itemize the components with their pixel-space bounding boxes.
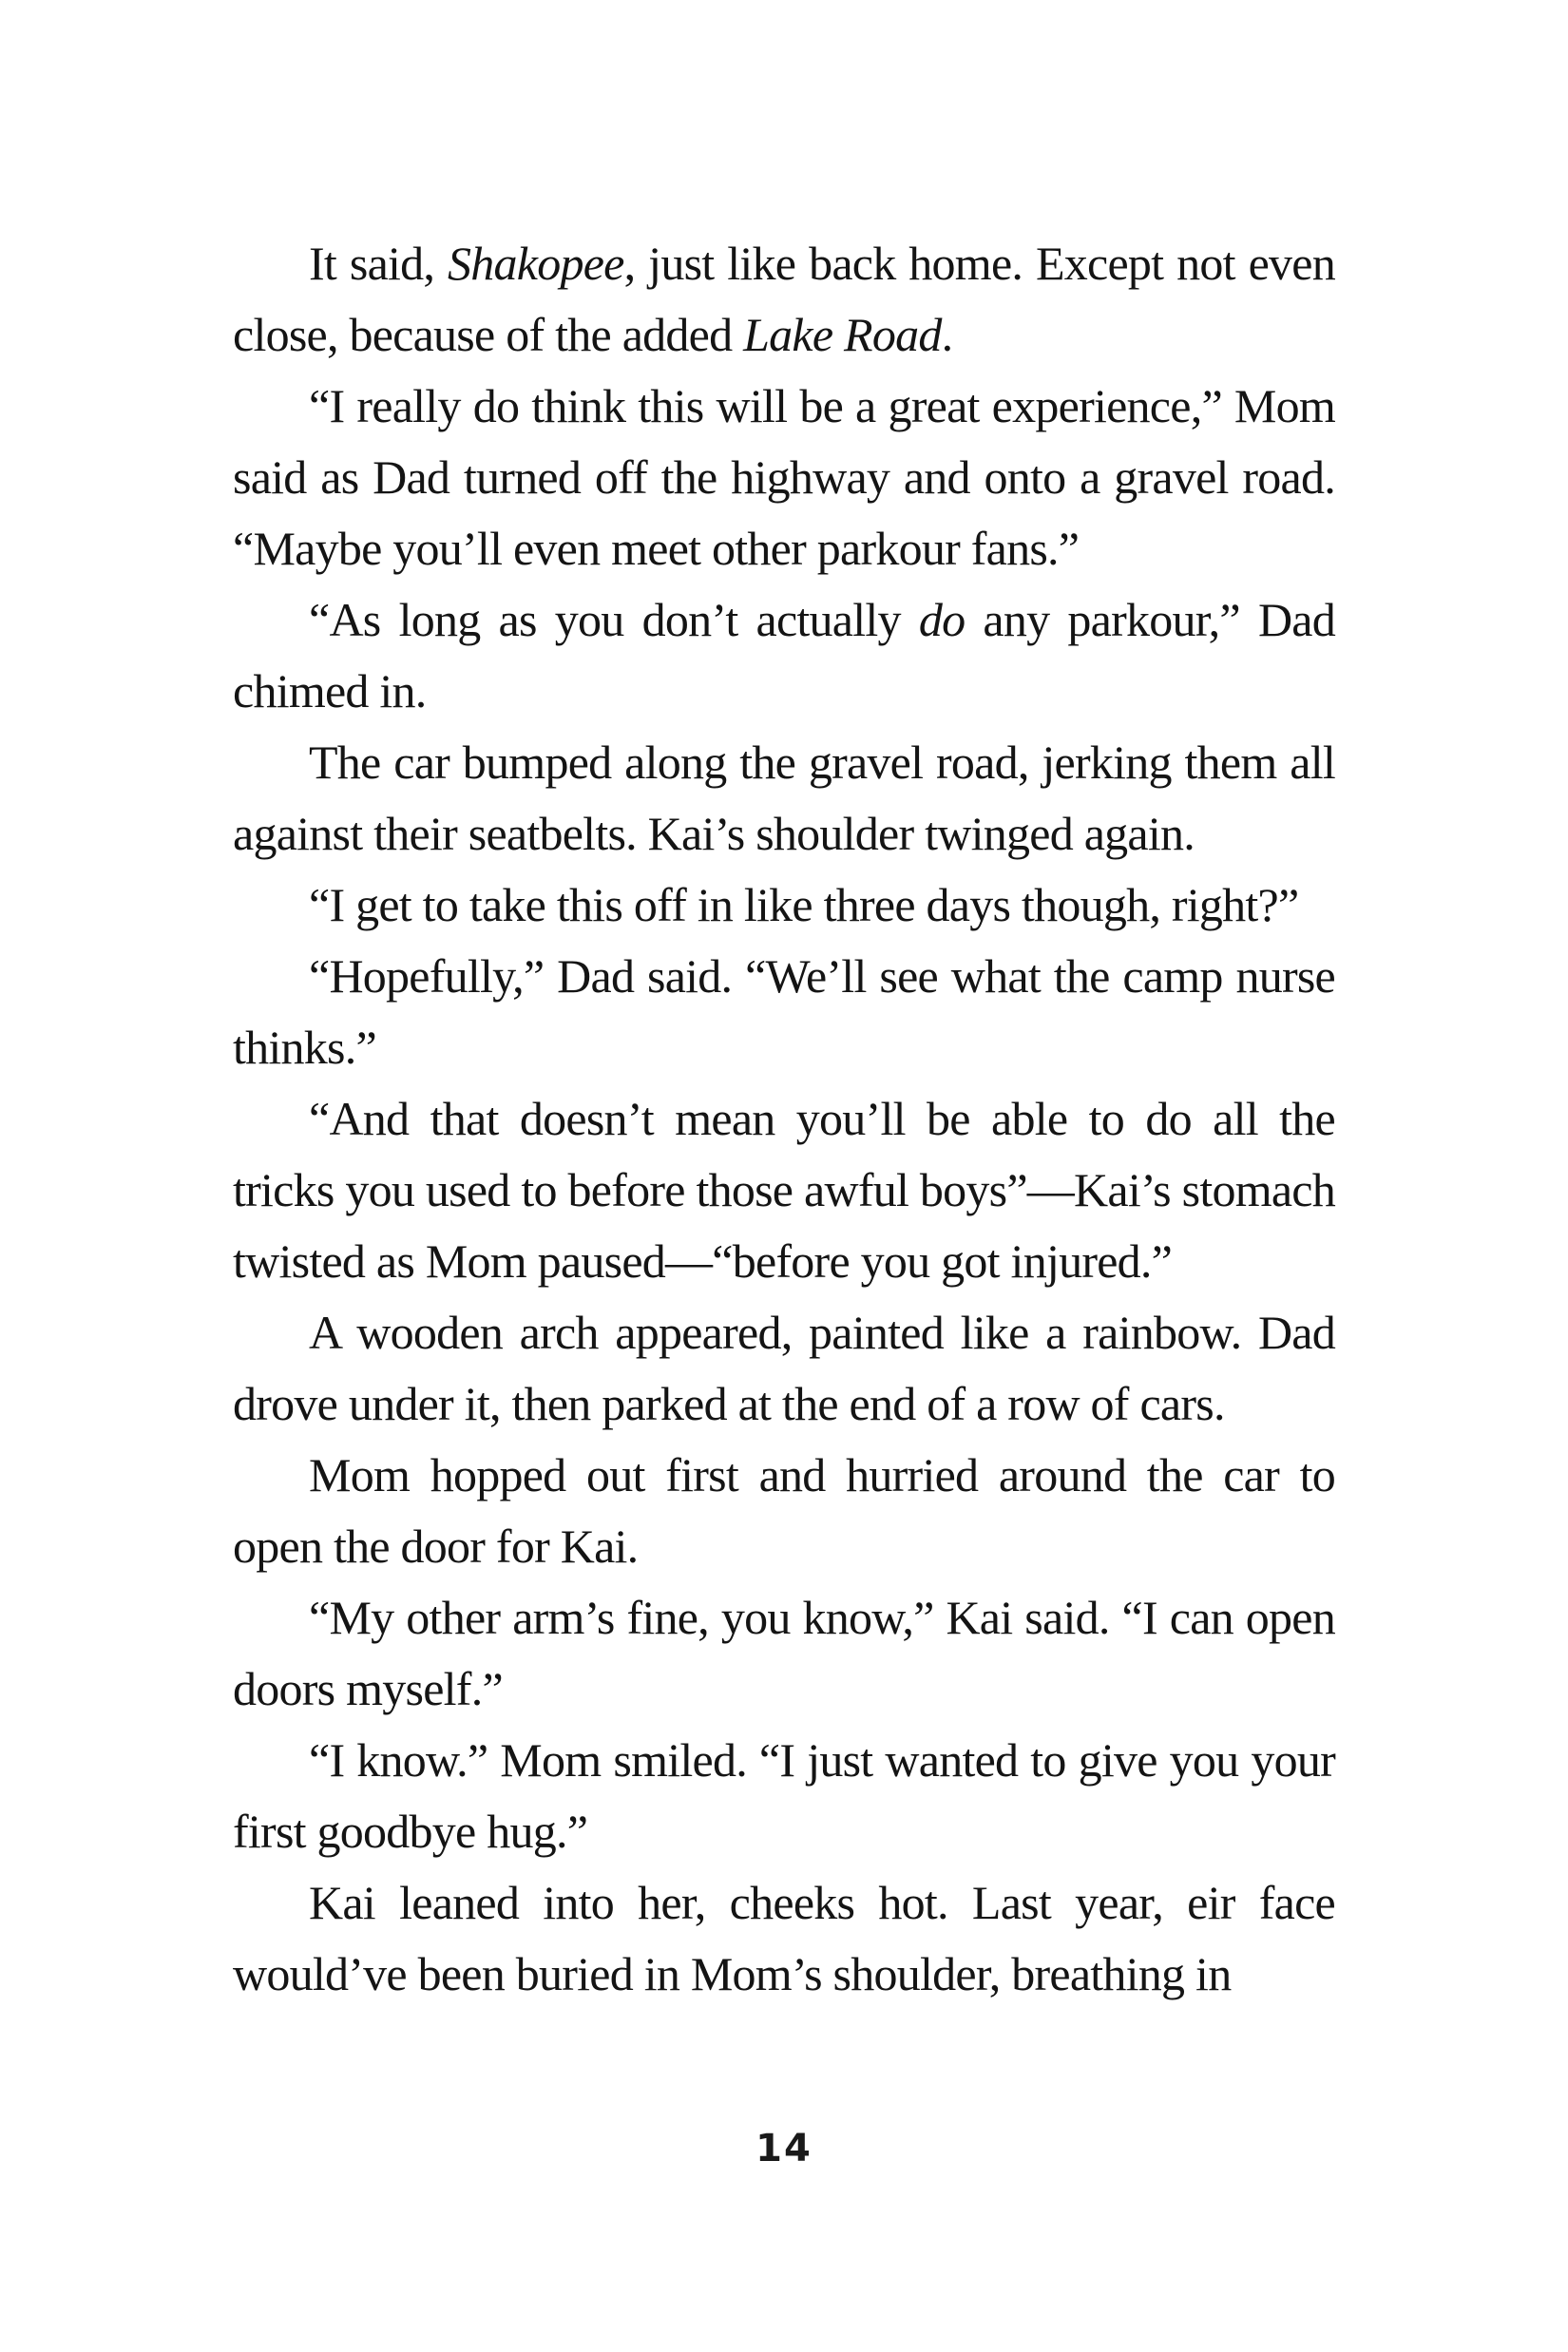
paragraph [233,1725,1335,1867]
paragraph [233,870,1335,941]
italic-text-run: Shakopee [448,237,624,290]
paragraph [233,584,1335,727]
page-text [233,228,1335,2010]
text-run: “My other arm’s fine, you know,” Kai said. “I can open doors myself.” [233,1591,1335,1715]
text-run: “I really do think this will be a great experience,” Mom said as Dad turned off the highway and onto a gravel road. “Maybe you’ll even meet other parkour fans.” [233,379,1335,575]
paragraph [233,941,1335,1083]
text-run: , just like back home. Except not even close, because of the added [233,237,1335,361]
text-run: “I get to take this off in like three days though, right?” [309,878,1299,931]
italic-text-run: Lake Road [743,308,942,361]
paragraph [233,1297,1335,1440]
text-run: “And that doesn’t mean you’ll be able to do all the tricks you used to before those awful boys”—Kai’s stomach twisted as Mom paused—“before you got injured.” [233,1092,1335,1288]
text-run: It said, [309,237,449,290]
text-run: any parkour,” Dad chimed in. [233,593,1335,717]
paragraph [233,727,1335,870]
paragraph [233,1083,1335,1297]
paragraph [233,1867,1335,2010]
paragraph [233,1440,1335,1582]
paragraph [233,1582,1335,1725]
text-run: “I know.” Mom smiled. “I just wanted to give you your first goodbye hug.” [233,1733,1335,1858]
text-run: . [941,308,953,361]
italic-text-run: do [918,593,966,646]
text-run: “Hopefully,” Dad said. “We’ll see what the camp nurse thinks.” [233,949,1335,1074]
text-run: Mom hopped out first and hurried around the car to open the door for Kai. [233,1448,1335,1573]
text-run: A wooden arch appeared, painted like a rainbow. Dad drove under it, then parked at the end of a row of cars. [233,1306,1335,1430]
page-number: 14 [755,2127,813,2170]
text-run: “As long as you don’t actually [309,593,919,646]
text-run: The car bumped along the gravel road, jerking them all against their seatbelts. Kai’s shoulder twinged again. [233,736,1335,860]
text-run: Kai leaned into her, cheeks hot. Last year, eir face would’ve been buried in Mom’s shoulder, breathing in [233,1876,1335,2000]
paragraph [233,371,1335,584]
paragraph [233,228,1335,371]
